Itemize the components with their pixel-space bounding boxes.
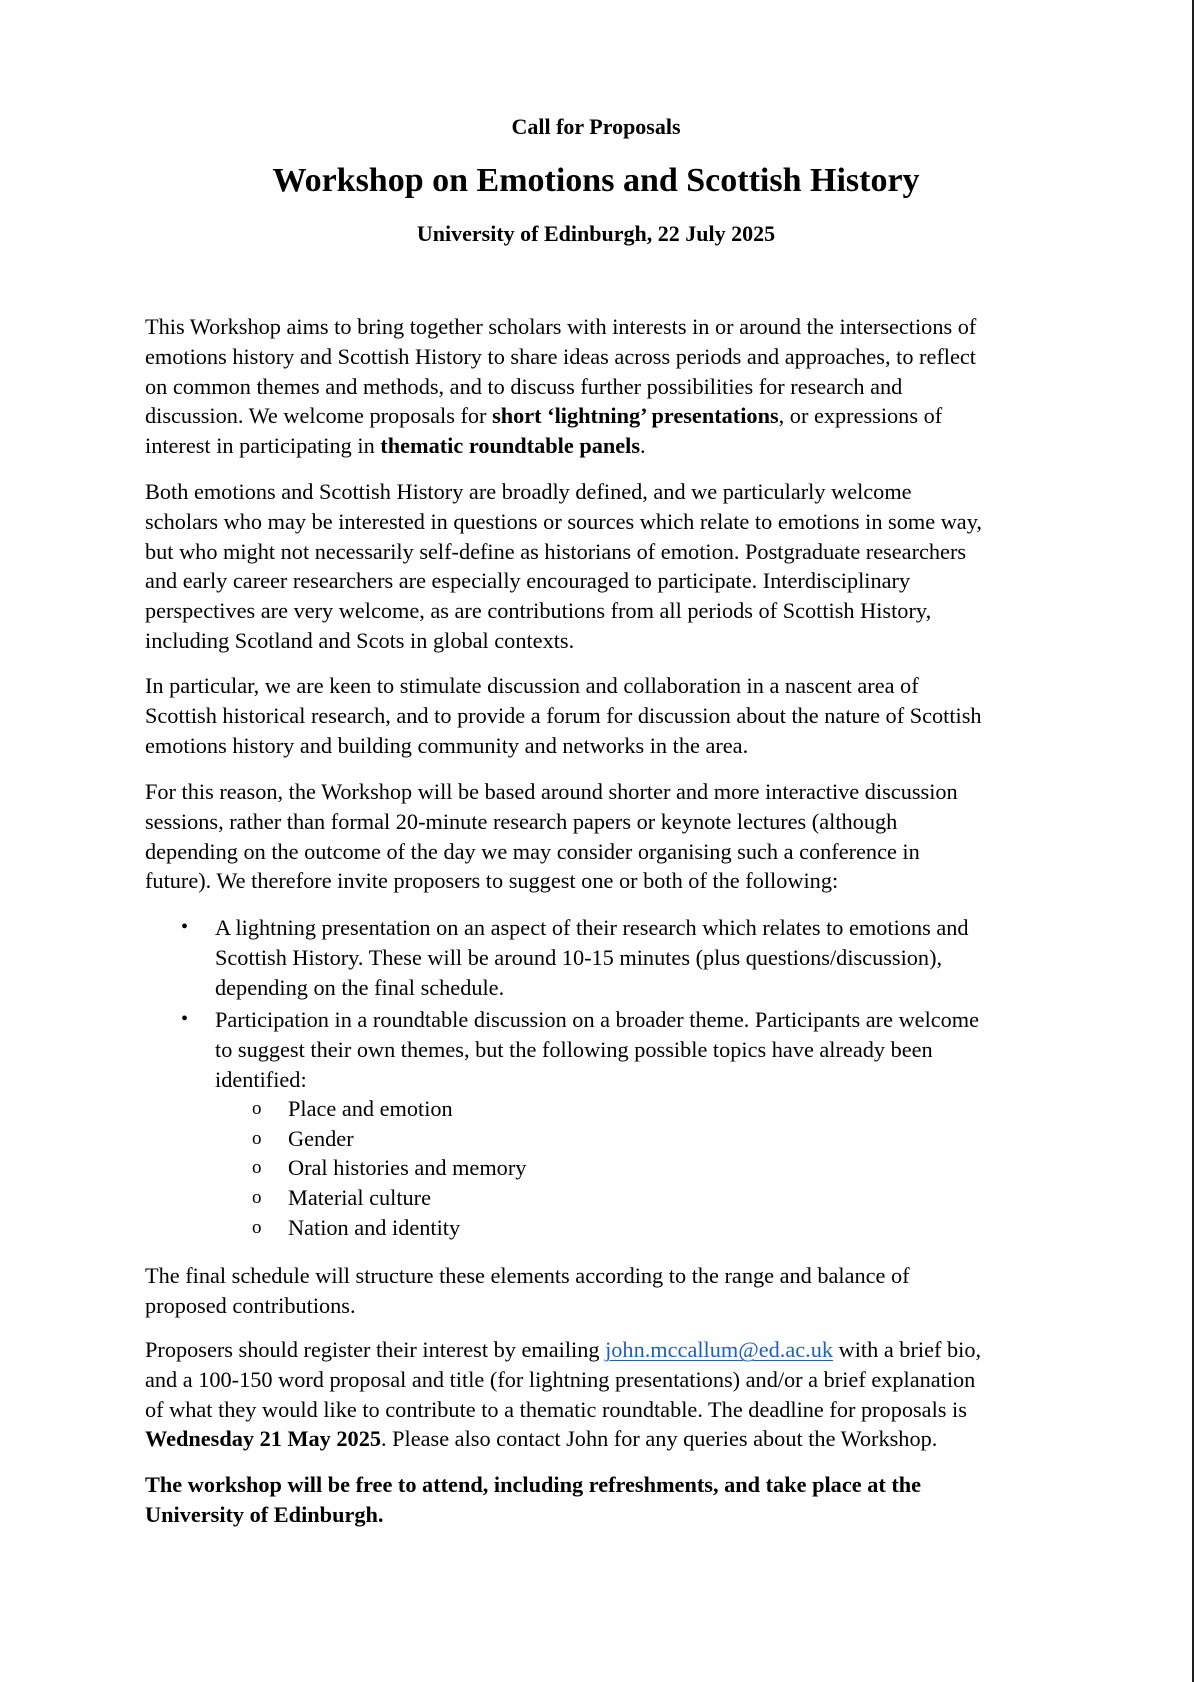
topic-text: Oral histories and memory	[288, 1155, 527, 1180]
text-line: Scottish History. These will be around 10-15 minutes (plus questions/discussion),	[215, 944, 943, 970]
circle-bullet-icon: o	[252, 1217, 262, 1238]
circle-bullet-icon: o	[252, 1157, 262, 1178]
text-line: This Workshop aims to bring together scholars with interests in or around the intersections of	[145, 314, 977, 339]
venue-date-subtitle: University of Edinburgh, 22 July 2025	[416, 221, 776, 246]
text-span: Proposers should register their interest by emailing	[145, 1337, 606, 1362]
closing-paragraph	[145, 1470, 1085, 1530]
submission-paragraph	[145, 1335, 1085, 1454]
text-line: and early career researchers are especially encouraged to participate. Interdisciplinary	[145, 568, 911, 594]
text-line: emotions history and building community and networks in the area.	[145, 732, 749, 758]
text-line: including Scotland and Scots in global contexts.	[145, 627, 575, 653]
text-line: scholars who may be interested in questions or sources which relate to emotions in some way,	[145, 508, 982, 534]
topic-text: Place and emotion	[288, 1096, 453, 1121]
text-line: but who might not necessarily self-define as historians of emotion. Postgraduate researchers	[145, 538, 967, 564]
contact-email-link[interactable]: john.mccallum@ed.ac.uk	[605, 1337, 834, 1362]
deadline-date: Wednesday 21 May 2025	[145, 1426, 381, 1452]
text-span: .	[640, 433, 646, 459]
text-line: University of Edinburgh.	[145, 1501, 384, 1527]
schedule-paragraph	[145, 1261, 1085, 1321]
bullet-icon: •	[181, 1008, 189, 1030]
text-line: future). We therefore invite proposers to suggest one or both of the following:	[145, 868, 839, 894]
scope-paragraph	[145, 477, 1085, 656]
text-line: Participation in a roundtable discussion on a broader theme. Participants are welcome	[215, 1007, 980, 1032]
text-line: on common themes and methods, and to discuss further possibilities for research and	[145, 373, 903, 399]
page-title: Workshop on Emotions and Scottish History	[272, 162, 920, 199]
intro-paragraph	[145, 312, 1085, 461]
text-line	[145, 1335, 1085, 1365]
circle-bullet-icon: o	[252, 1187, 262, 1208]
text-line: to suggest their own themes, but the following possible topics have already been	[215, 1036, 933, 1062]
text-line: In particular, we are keen to stimulate discussion and collaboration in a nascent area of	[145, 673, 919, 698]
text-line: Both emotions and Scottish History are broadly defined, and we particularly welcome	[145, 479, 912, 504]
text-span: interest in participating in	[145, 433, 381, 459]
topic-text: Nation and identity	[288, 1215, 461, 1240]
aim-paragraph	[145, 671, 1085, 760]
text-line: Scottish historical research, and to provide a forum for discussion about the nature of Scottish	[145, 702, 982, 728]
topic-text: Gender	[288, 1126, 354, 1151]
bullet-icon: •	[181, 916, 189, 938]
text-line	[145, 431, 1085, 461]
text-line	[145, 401, 1085, 431]
text-line: The final schedule will structure these elements according to the range and balance of	[145, 1263, 910, 1288]
text-line: perspectives are very welcome, as are contributions from all periods of Scottish History,	[145, 598, 932, 624]
text-span: . Please also contact John for any queries about the Workshop.	[381, 1426, 938, 1452]
lightning-presentations-emphasis: short ‘lightning’ presentations	[492, 403, 779, 429]
text-line: emotions history and Scottish History to share ideas across periods and approaches, to reflect	[145, 343, 976, 369]
text-line: A lightning presentation on an aspect of their research which relates to emotions and	[215, 915, 969, 940]
text-span: , or expressions of	[778, 403, 943, 429]
text-line: depending on the final schedule.	[215, 974, 505, 1000]
text-span: with a brief bio,	[833, 1337, 982, 1362]
text-line: sessions, rather than formal 20-minute research papers or keynote lectures (although	[145, 808, 898, 834]
list-item-text	[215, 1005, 979, 1094]
text-line: of what they would like to contribute to a thematic roundtable. The deadline for proposals is	[145, 1396, 967, 1422]
text-line: For this reason, the Workshop will be based around shorter and more interactive discussion	[145, 779, 958, 804]
text-span: discussion. We welcome proposals for	[145, 403, 493, 429]
format-paragraph	[145, 777, 1085, 896]
text-line	[145, 1424, 1085, 1454]
topic-text: Material culture	[288, 1185, 432, 1210]
text-line: identified:	[215, 1066, 307, 1092]
list-item-text	[215, 913, 969, 1002]
circle-bullet-icon: o	[252, 1098, 262, 1119]
text-line: depending on the outcome of the day we may consider organising such a conference in	[145, 838, 920, 864]
call-for-proposals-kicker: Call for Proposals	[511, 114, 681, 139]
circle-bullet-icon: o	[252, 1128, 262, 1149]
text-line: and a 100-150 word proposal and title (for lightning presentations) and/or a brief explanation	[145, 1366, 976, 1392]
text-line: proposed contributions.	[145, 1292, 356, 1318]
proposal-options-list	[145, 913, 1085, 1243]
text-line: The workshop will be free to attend, including refreshments, and take place at the	[145, 1472, 922, 1497]
roundtable-panels-emphasis: thematic roundtable panels	[380, 433, 641, 459]
